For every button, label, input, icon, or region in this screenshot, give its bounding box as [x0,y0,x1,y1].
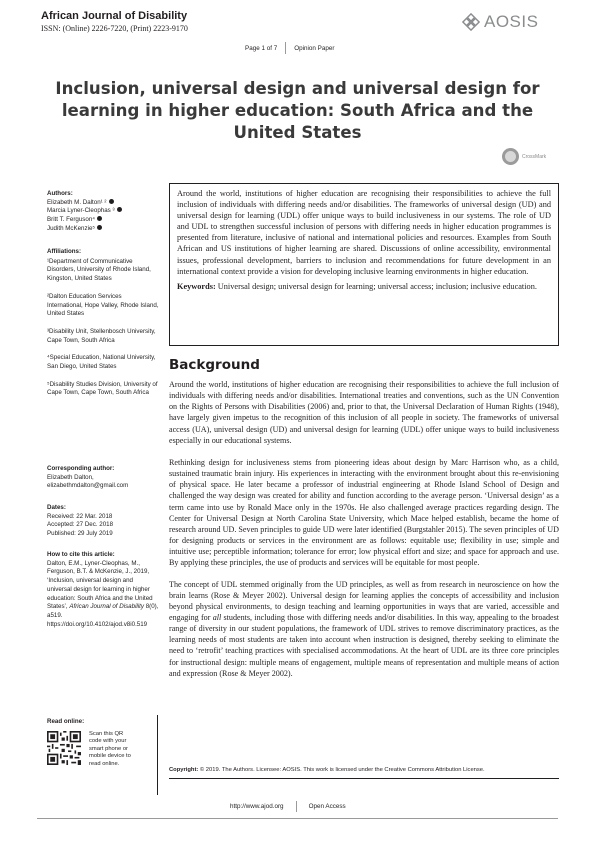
affiliations-block [47,248,159,398]
keywords-text: Universal design; universal design for learning; universal access; inclusion; inclusive education. [217,281,537,291]
citation-doi[interactable]: 8(0), a519. https://doi.org/10.4102/ajod.v8i0.519 [47,603,159,628]
keywords [177,281,551,292]
read-online-text: Scan this QR code with your smart phone or mobile device to read online. [89,730,131,768]
section-heading: Background [169,357,260,373]
date-accepted: Accepted: 27 Dec. 2018 [47,521,114,529]
crossmark-label: CrossMark [522,153,547,160]
body-text [169,379,559,690]
date-published: Published: 29 July 2019 [47,530,113,538]
orcid-icon[interactable] [97,216,102,221]
page-header-bar [245,42,334,54]
read-online-heading: Read online: [47,718,85,725]
author-item[interactable]: Britt T. Ferguson⁴ [47,216,159,225]
orcid-icon[interactable] [117,207,122,212]
author-item[interactable]: Judith McKenzie⁵ [47,225,159,234]
author-item[interactable]: Marcia Lyner-Cleophas ³ [47,207,159,216]
article-type: Opinion Paper [294,44,335,52]
date-received: Received: 22 Mar. 2018 [47,512,113,520]
dates-heading: Dates: [47,504,66,511]
citation-journal: African Journal of Disability [69,603,144,611]
divider [285,42,286,54]
crossmark-badge[interactable] [502,148,546,165]
aosis-logo-icon [462,13,480,31]
article-title: Inclusion, universal design and universal design for learning in higher education: South Africa and the United States [55,79,540,142]
copyright-notice: Copyright: © 2019. The Authors. Licensee: AOSIS. This work is licensed under the Creative Commons Attribution License. [169,767,485,773]
affiliation-item: ⁴Special Education, National University, San Diego, United States [47,354,156,371]
authors-block [47,190,159,234]
crossmark-icon [502,148,519,165]
page-number: Page 1 of 7 [245,44,278,52]
journal-url[interactable]: http://www.ajod.org [230,803,284,810]
affiliation-item: ⁵Disability Studies Division, University of Cape Town, Cape Town, South Africa [47,380,158,397]
qr-code-icon[interactable] [47,731,81,765]
citation-block [47,551,159,629]
paragraph: Rethinking design for inclusiveness stems from pioneering ideas about design by Marc Harrison who, as a child, sustained traumatic brain injury. His experiences in interacting with the environment brought about this re-envisioning of physical space. He later became a professor of industrial engineering at Rhode Island School of Design and challenged the way design was created for ability and function according to the average person. ‘Universal design’ as a term came into use by Ronald Mace only in the 1970s. He also challenged average practices regarding design. The Center for Universal Design at North Carolina State University, which Mace helped establish, became the home of research around UD. Seven principles to guide UD were later identified (Burgstahler 2015). The seven principles of UD for designing products or services in the environment are as follows: equitable use; flexibility in use; simple and intuitive use; perceptible information; tolerance for error; low physical effort and size; and space for approach and use. By applying these principles, the use of products and services will be equitable for most people. [169,457,559,568]
corresponding-heading: Corresponding author: [47,465,115,472]
corresponding-name: Elizabeth Dalton, [47,473,94,481]
read-online-block [47,718,159,769]
divider [169,778,559,779]
page-footer [230,801,346,812]
footer-rule [37,818,558,819]
paragraph: Around the world, institutions of higher education are recognising their responsibilities to achieve the full inclusion of individuals with differing needs and/or disabilities. International treaties and conventions, such as the UN Convention on the Rights of Persons with Disabilities (2006) and, prior to that, the Universal Declaration of Human Rights (1948), have largely given impetus to the recognition of this inclusion of all people in society. The frameworks of universal access (UA), universal design (UD) and universal design for learning (UDL) offer unique ways to build inclusiveness especially in our educational systems. [169,380,559,445]
journal-name: African Journal of Disability [41,10,188,22]
open-access-label: Open Access [308,803,346,810]
authors-heading: Authors: [47,190,73,197]
affiliation-item: ¹Department of Communicative Disorders, University of Rhode Island, Kingston, United States [47,257,151,283]
publisher-name: AOSIS [484,12,539,31]
publisher-logo [462,12,538,32]
citation-heading: How to cite this article: [47,551,115,558]
journal-issn: ISSN: (Online) 2226-7220, (Print) 2223-9170 [41,24,188,33]
orcid-icon[interactable] [97,225,102,230]
affiliation-item: ³Disability Unit, Stellenbosch University, Cape Town, South Africa [47,327,156,344]
abstract-box [169,183,559,346]
affiliations-heading: Affiliations: [47,248,82,255]
corresponding-author-block [47,465,159,491]
author-item[interactable]: Elizabeth M. Dalton¹ ² [47,199,159,208]
article-sidebar [47,190,159,830]
dates-block [47,504,159,539]
emphasis: all [212,612,222,622]
keywords-label: Keywords: [177,281,216,291]
abstract-text: Around the world, institutions of higher education are recognising their responsibilities to achieve the full inclusion of individuals with differing needs and/or disabilities. The frameworks of universal design (UD) and universal design for learning (UDL) offer unique ways to build inclusiveness in our systems. The role of UD and UDL to strengthen successful inclusion of persons with differing needs in higher education programmes is presented from literature, inclusive of national and international policies and resources. Examples from South African and US institutions of higher learning are shared. Discussions of online accessibility, environmental issues, professional development, barriers to inclusion and recommendations for future development in an international context provide a vision for developing inclusive learning environments in higher education. [177,189,551,276]
citation-text: Dalton, E.M., Lyner-Cleophas, M., Ferguson, B.T. & McKenzie, J., 2019, ‘Inclusion, universal design and universal design for learning in higher education: South Africa and the United States’, African Journal of Disability 8(0), a519. https://doi.org/10.4102/ajod.v8i0.519 [47,559,159,628]
corresponding-email[interactable]: elizabethmdalton@gmail.com [47,482,129,490]
paragraph: The concept of UDL stemmed originally from the UD principles, as well as from research in neuroscience on how the brain learns (Rose & Meyer 2002). Universal design for learning applies the concepts of accessibility and inclusion beyond physical environments, to design teaching and learning opportunities in ways that are varied, accessible and engaging for all students, including those with differing needs and/or disabilities. In this way, appealing to the broadest range of diversity in our student populations, the framework of UDL strives to remove discriminatory practices, as the learning needs of most students are taken into account when instruction is designed, thereby seeking to eliminate the need to ‘retrofit’ teaching practices with specialised accommodations. At the heart of UDL are its three core principles for instructional design: multiple means of engagement, multiple means of representation and multiple means of action and expression (Rose & Meyer 2002). [169,579,559,678]
divider [296,801,297,812]
orcid-icon[interactable] [109,199,114,204]
affiliation-item: ²Dalton Education Services International, Hope Valley, Rhode Island, United States [47,292,159,318]
